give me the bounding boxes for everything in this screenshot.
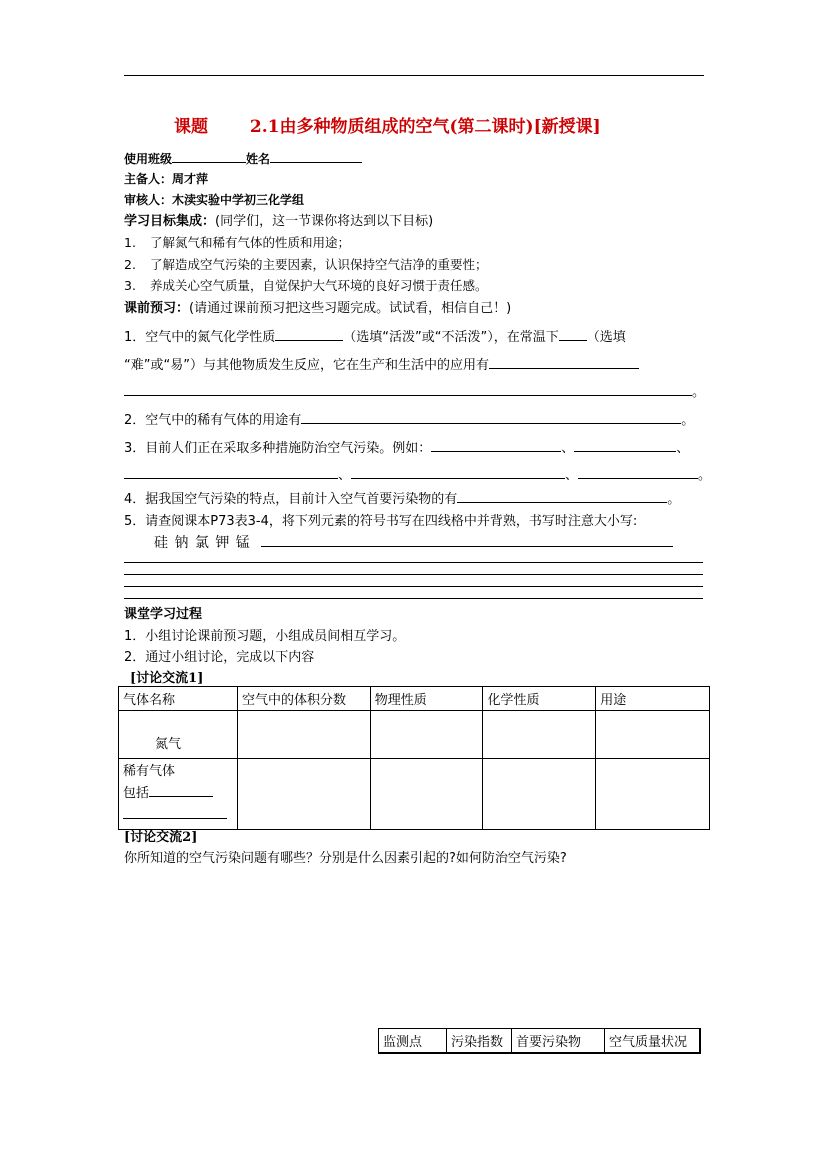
table-cell[interactable] xyxy=(370,711,483,759)
element-blank[interactable] xyxy=(261,533,673,547)
q3-sep: 、 xyxy=(561,441,575,456)
goal-text: 养成关心空气质量，自觉保护大气环境的良好习惯于责任感。 xyxy=(150,278,488,293)
question-2 xyxy=(124,409,694,428)
question-1-line-1 xyxy=(124,326,626,345)
gas-name: 氮气 xyxy=(155,737,182,752)
question-3-line-1 xyxy=(124,437,689,456)
q1-text-d: “难”或“易”）与其他物质发生反应，它在生产和生活中的应用有 xyxy=(124,358,489,373)
question-1-line-2 xyxy=(124,354,639,373)
q3-blank-2[interactable] xyxy=(574,438,676,452)
goals-intro: (同学们，这一节课你将达到以下目标) xyxy=(215,214,434,229)
class-name-line xyxy=(124,149,362,167)
air-quality-table xyxy=(378,1028,701,1054)
preparer-line: 主备人：周才萍 xyxy=(124,172,209,186)
preview-heading: 课前预习： xyxy=(124,301,190,316)
process-step: 2．通过小组讨论，完成以下内容 xyxy=(124,650,315,665)
table-header-cell: 空气中的体积分数 xyxy=(237,687,370,711)
table-header-cell: 空气质量状况 xyxy=(605,1029,701,1054)
q1-text-c: （选填 xyxy=(586,330,626,345)
q1-blank-2[interactable] xyxy=(559,327,587,341)
writing-line xyxy=(124,574,703,575)
q3-text: 3．目前人们正在采取多种措施防治空气污染。例如： xyxy=(124,441,432,456)
question-3-line-2 xyxy=(124,464,711,483)
table-header-row xyxy=(379,1029,701,1054)
discussion-2-heading: [讨论交流2] xyxy=(124,830,198,845)
q1-text-b: （选填“活泼”或“不活泼”），在常温下 xyxy=(343,330,559,345)
title-label: 课题 xyxy=(174,117,208,137)
process-step: 1．小组讨论课前预习题，小组成员间相互学习。 xyxy=(124,629,406,644)
table-cell[interactable] xyxy=(237,759,370,830)
table-header-cell: 化学性质 xyxy=(483,687,596,711)
q2-blank[interactable] xyxy=(301,410,681,424)
goal-number: 1. xyxy=(124,235,136,250)
gas-include-line-2 xyxy=(123,805,233,827)
top-rule xyxy=(124,75,704,76)
gas-include-label: 包括 xyxy=(123,786,150,801)
table-cell[interactable] xyxy=(370,759,483,830)
discussion-2-question: 你所知道的空气污染问题有哪些？分别是什么因素引起的?如何防治空气污染? xyxy=(124,851,567,866)
q2-end: 。 xyxy=(681,413,695,428)
gas-name: 稀有气体 xyxy=(123,764,176,779)
q3-sep: 、 xyxy=(338,468,352,483)
gas-include-blank[interactable] xyxy=(149,783,213,797)
table-cell[interactable] xyxy=(596,759,710,830)
q2-text: 2．空气中的稀有气体的用途有 xyxy=(124,413,302,428)
table-header-cell: 首要污染物 xyxy=(512,1029,605,1054)
q4-end: 。 xyxy=(667,492,681,507)
goal-item xyxy=(124,255,488,273)
writing-line xyxy=(124,598,703,599)
q3-end: 。 xyxy=(698,468,712,483)
goal-number: 2. xyxy=(124,257,136,272)
table-header-cell: 物理性质 xyxy=(370,687,483,711)
page-title xyxy=(174,112,601,137)
gas-name-cell xyxy=(119,759,238,830)
q4-blank[interactable] xyxy=(457,489,667,503)
question-1-line-3 xyxy=(124,381,705,400)
q1-blank-4[interactable] xyxy=(124,382,692,396)
goal-item xyxy=(124,276,488,294)
table-header-cell: 监测点 xyxy=(379,1029,447,1054)
table-header-row xyxy=(119,687,710,711)
table-header-cell: 污染指数 xyxy=(447,1029,512,1054)
writing-line xyxy=(124,562,703,563)
title-text: 2.1由多种物质组成的空气(第二课时)[新授课] xyxy=(249,117,601,137)
name-blank[interactable] xyxy=(270,149,362,163)
q3-blank-1[interactable] xyxy=(431,438,561,452)
name-label: 姓名 xyxy=(246,152,271,166)
table-row xyxy=(119,759,710,830)
table-header-cell: 用途 xyxy=(596,687,710,711)
gas-include-blank[interactable] xyxy=(123,805,227,819)
class-label: 使用班级 xyxy=(124,152,173,166)
gas-properties-table xyxy=(118,686,710,830)
process-heading: 课堂学习过程 xyxy=(124,607,203,622)
writing-line xyxy=(124,586,703,587)
q1-end: 。 xyxy=(692,385,706,400)
q3-sep: 、 xyxy=(676,441,690,456)
reviewer-line: 审核人：木渎实验中学初三化学组 xyxy=(124,193,305,207)
goals-heading-line xyxy=(124,210,433,229)
goal-number: 3. xyxy=(124,278,136,293)
question-4 xyxy=(124,488,680,507)
q3-blank-3[interactable] xyxy=(124,465,338,479)
q1-blank-1[interactable] xyxy=(275,327,343,341)
q4-text: 4．据我国空气污染的特点，目前计入空气首要污染物的有 xyxy=(124,492,458,507)
q3-blank-5[interactable] xyxy=(578,465,698,479)
table-cell[interactable] xyxy=(596,711,710,759)
table-row xyxy=(119,711,710,759)
preview-intro: (请通过课前预习把这些习题完成。试试看，相信自己！) xyxy=(189,301,512,316)
q1-blank-3[interactable] xyxy=(489,355,639,369)
class-blank[interactable] xyxy=(172,149,246,163)
gas-name-cell xyxy=(119,711,238,759)
table-header-cell: 气体名称 xyxy=(119,687,238,711)
table-cell[interactable] xyxy=(237,711,370,759)
element-names: 硅 钠 氯 钾 锰 xyxy=(154,535,251,551)
q1-text-a: 1．空气中的氮气化学性质 xyxy=(124,330,276,345)
preview-heading-line xyxy=(124,297,511,316)
discussion-1-heading: [讨论交流1] xyxy=(130,671,204,686)
goals-heading: 学习目标集成： xyxy=(124,214,216,229)
question-5: 5．请查阅课本P73表3-4，将下列元素的符号书写在四线格中并背熟，书写时注意大小写: xyxy=(124,514,638,529)
goal-text: 了解氮气和稀有气体的性质和用途； xyxy=(150,235,351,250)
q3-sep: 、 xyxy=(565,468,579,483)
goal-item xyxy=(124,233,350,251)
goal-text: 了解造成空气污染的主要因素，认识保持空气洁净的重要性； xyxy=(150,257,488,272)
table-cell[interactable] xyxy=(483,759,596,830)
q3-blank-4[interactable] xyxy=(351,465,565,479)
element-list xyxy=(154,532,673,552)
gas-include-line xyxy=(123,783,233,805)
table-cell[interactable] xyxy=(483,711,596,759)
